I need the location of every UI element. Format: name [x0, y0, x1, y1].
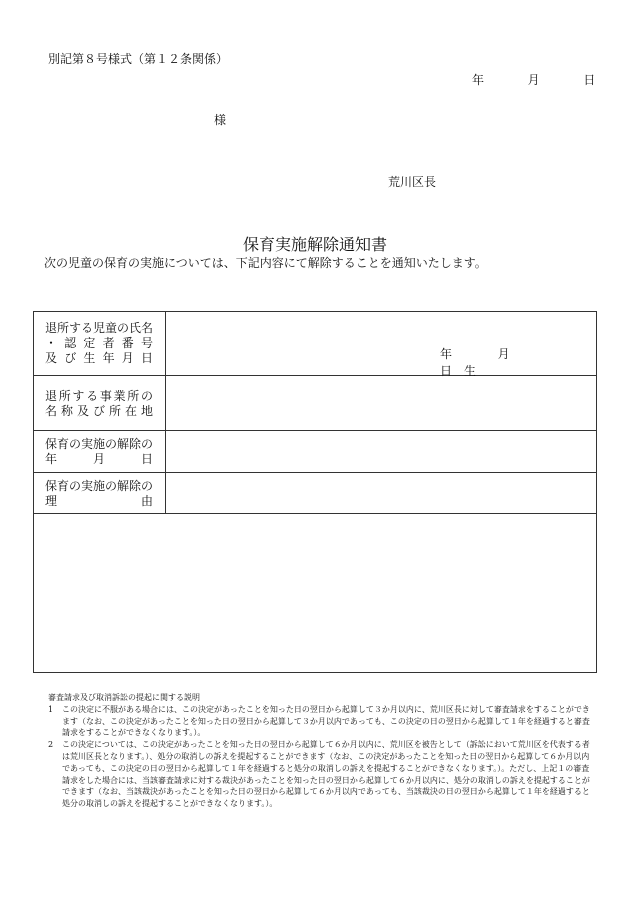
label-line: 理由: [45, 494, 153, 508]
birth-month-label: 月: [497, 347, 510, 361]
note-number: 1: [48, 704, 54, 714]
label-line: 名称及び所在地: [45, 404, 153, 418]
label-line: 年月日: [45, 452, 153, 466]
issue-date: [472, 71, 595, 88]
form-number: 別記第８号様式（第１２条関係）: [48, 52, 229, 66]
label-line: 保育の実施の解除の: [45, 437, 154, 451]
issuer-name: 荒川区長: [388, 175, 437, 189]
label-release-reason: [34, 473, 166, 513]
row-release-reason: [34, 473, 596, 514]
date-year-label: 年: [472, 73, 485, 87]
row-child-info: [34, 312, 596, 376]
notice-table: [33, 311, 597, 673]
birth-day-label: 日生: [440, 364, 489, 378]
label-facility: [34, 376, 166, 430]
label-line: 退所する事業所の: [45, 389, 153, 403]
recipient-suffix: 様: [214, 113, 227, 127]
intro-text: 次の児童の保育の実施については、下記内容にて解除することを通知いたします。: [44, 256, 487, 270]
label-line: ・認定者番号: [45, 336, 153, 350]
document-title: 保育実施解除通知書: [242, 235, 387, 254]
label-line: 退所する児童の氏名: [45, 321, 154, 335]
birth-year-label: 年: [440, 347, 453, 361]
note-number: 2: [48, 740, 54, 750]
date-day-label: 日: [583, 73, 596, 87]
appeal-notes: [48, 692, 593, 810]
label-line: 及び生年月日: [45, 351, 153, 365]
note-item: [48, 739, 593, 810]
notes-title: 審査請求及び取消訴訟の提起に関する説明: [48, 693, 200, 702]
row-facility: [34, 376, 596, 431]
birth-date: [440, 345, 596, 379]
note-text: この決定に不服がある場合には、この決定があったことを知った日の翌日から起算して３か月以内に、荒川区長に対して審査請求をすることができます（なお、この決定があったことを知った日の翌日から起算して３か月以内であっても、この決定の日の翌日から起算して１年を経過すると審査請求をすることができなくなります。）。: [62, 704, 590, 738]
label-release-date: [34, 431, 166, 472]
note-text: この決定については、この決定があったことを知った日の翌日から起算して６か月以内に、荒川区を被告として（訴訟において荒川区を代表する者は荒川区長となります。）、処分の取消しの訴えを提起することができます（なお、この決定があったことを知った日の翌日から起算して６か月以内であっても、この決定の日の翌日から起算して１年を経過すると処分の取消しの訴えを提起することができなくなります。）。ただし、上記１の審査請求をした場合には、当該審査請求に対する裁決があったことを知った日の翌日から起算して６か月以内に、処分の取消しの訴えを提起することができます（なお、当該裁決があったことを知った日の翌日から起算して６か月以内であっても、当該裁決の日の翌日から起算して１年を経過すると処分の取消しの訴えを提起することができなくなります。）。: [62, 740, 590, 809]
row-release-date: [34, 431, 596, 473]
date-month-label: 月: [527, 73, 540, 87]
note-item: [48, 704, 593, 739]
label-child-info: [34, 312, 166, 375]
label-line: 保育の実施の解除の: [45, 479, 154, 493]
